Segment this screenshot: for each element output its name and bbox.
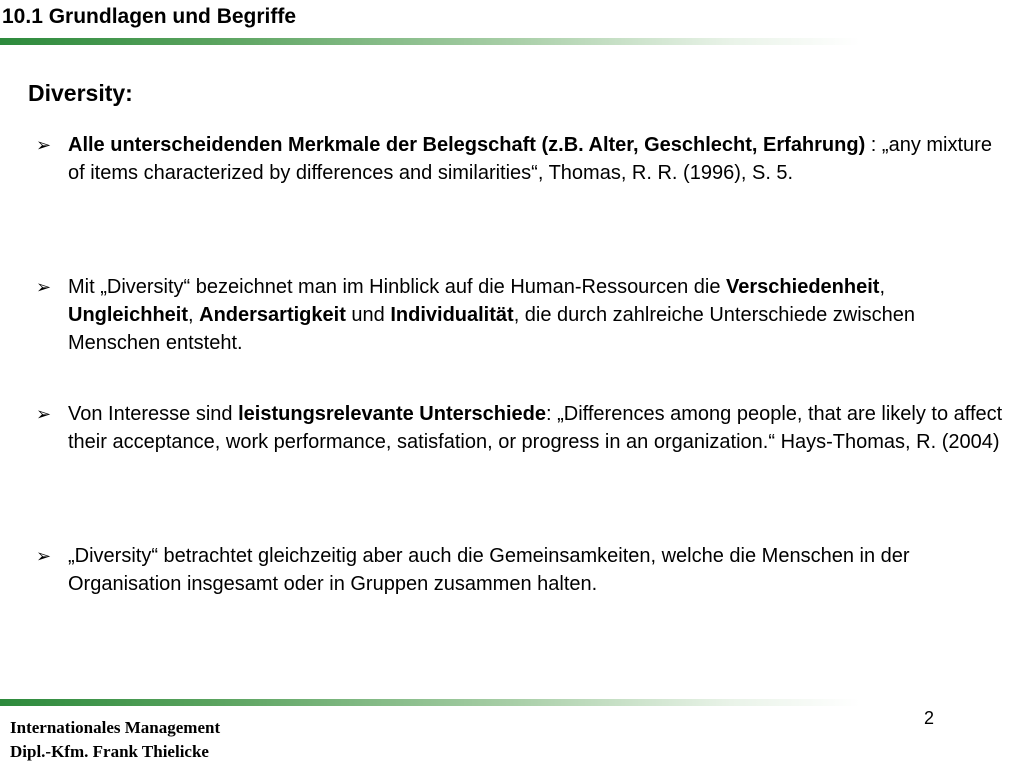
arrow-bullet-icon: ➢ [36, 135, 52, 155]
slide-heading: Diversity: [28, 80, 133, 106]
bullet-item-2 [36, 273, 1008, 357]
bullet-3-text-start: Von Interesse sind [68, 403, 239, 425]
separator: , [879, 276, 885, 298]
bullet-2-text-end: , die durch zahlreiche Unterschiede zwischen Menschen entsteht. [68, 304, 916, 354]
footer-course: Internationales Management [10, 718, 221, 737]
bullet-1-text: : „any mixture of items characterized by differences and similarities“, Thomas, R. R. (1996), S. 5. [68, 134, 992, 184]
bullet-2-text-start: Mit „Diversity“ bezeichnet man im Hinblick auf die Human-Ressourcen die [68, 276, 727, 298]
bullet-item-3 [36, 400, 1008, 456]
page-number: 2 [924, 708, 935, 728]
bullet-4-text: „Diversity“ betrachtet gleichzeitig aber auch die Gemeinsamkeiten, welche die Menschen in der Organisation insgesamt oder in Gruppen zusammen halten. [68, 545, 910, 595]
keyword-andersartigkeit: Andersartigkeit [199, 304, 346, 326]
arrow-bullet-icon: ➢ [36, 546, 52, 566]
bullet-item-1 [36, 131, 1008, 187]
arrow-bullet-icon: ➢ [36, 404, 52, 424]
keyword-verschiedenheit: Verschiedenheit [726, 276, 880, 298]
arrow-bullet-icon: ➢ [36, 277, 52, 297]
keyword-individualitaet: Individualität [390, 304, 514, 326]
bullet-item-4 [36, 542, 1008, 598]
header-divider [0, 38, 860, 45]
footer-author: Dipl.-Kfm. Frank Thielicke [10, 742, 209, 761]
section-title: 10.1 Grundlagen und Begriffe [2, 5, 297, 28]
separator: und [345, 304, 391, 326]
keyword-ungleichheit: Ungleichheit [68, 304, 189, 326]
bullet-1-bold-text: Alle unterscheidenden Merkmale der Belegschaft (z.B. Alter, Geschlecht, Erfahrung) [68, 134, 866, 156]
bullet-3-text-end: : „Differences among people, that are likely to affect their acceptance, work performance, satisfation, or progress in an organization.“ Hays-Thomas, R. (2004) [68, 403, 1003, 453]
keyword-leistungsrelevante-unterschiede: leistungsrelevante Unterschiede [238, 403, 546, 425]
separator: , [188, 304, 200, 326]
footer-divider [0, 699, 860, 706]
footer [10, 716, 220, 764]
